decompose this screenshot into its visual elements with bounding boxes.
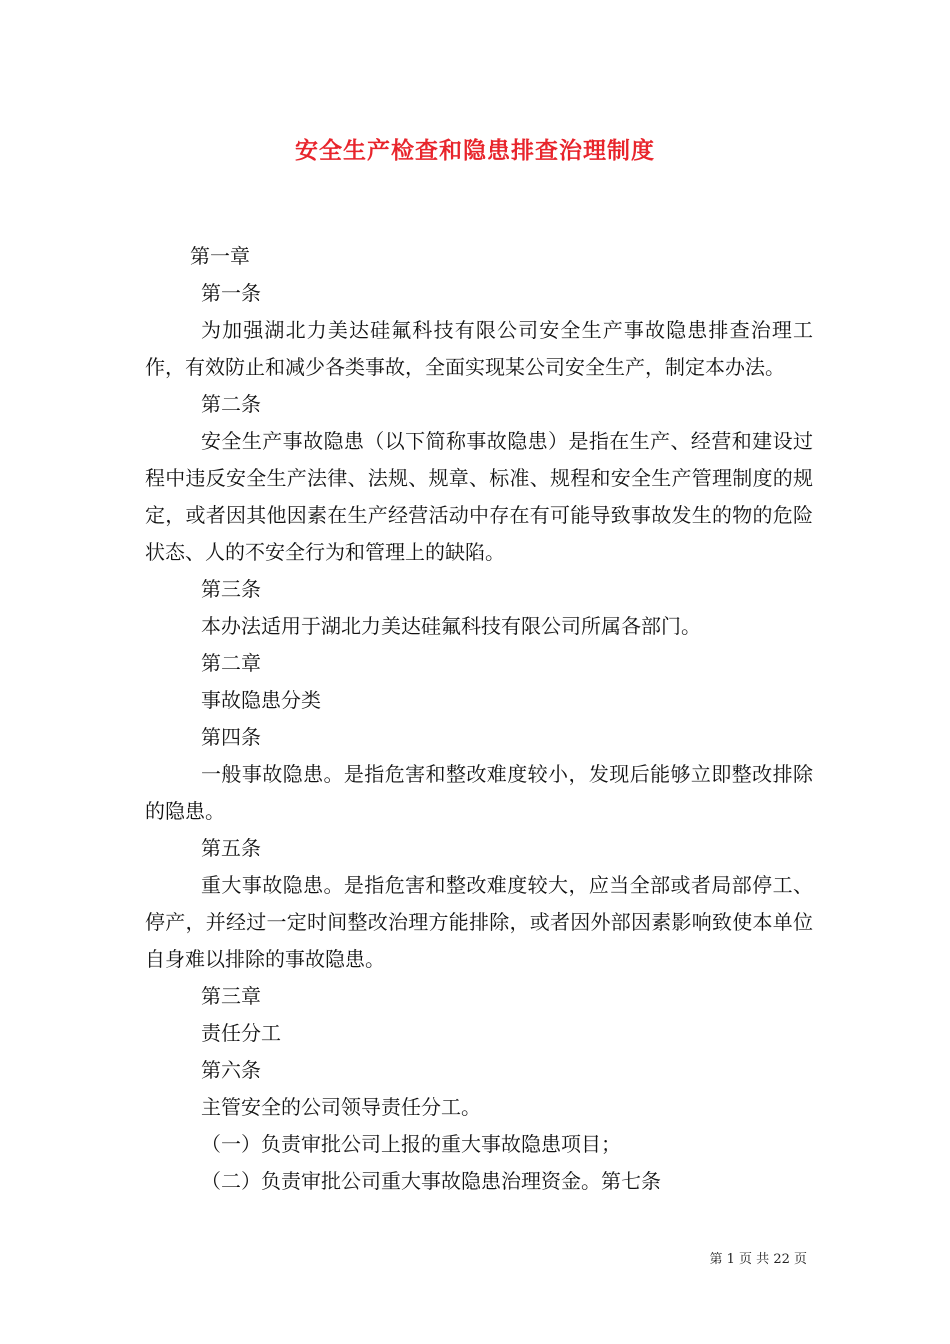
body-paragraph: 本办法适用于湖北力美达硅氟科技有限公司所属各部门。: [201, 614, 701, 638]
article-heading: 第一条: [201, 281, 261, 305]
list-item: （二）负责审批公司重大事故隐患治理资金。第七条: [201, 1169, 661, 1193]
list-item: （一）负责审批公司上报的重大事故隐患项目；: [201, 1132, 621, 1156]
body-paragraph: 重大事故隐患。是指危害和整改难度较大，应当全部或者局部停工、停产，并经过一定时间整改治理方能排除，或者因外部因素影响致使本单位自身难以排除的事故隐患。: [145, 873, 813, 971]
chapter-heading: 第二章: [201, 651, 261, 675]
chapter-subtitle: 事故隐患分类: [201, 688, 321, 712]
document-title: 安全生产检查和隐患排查治理制度: [295, 137, 655, 164]
article-heading: 第六条: [201, 1058, 261, 1082]
chapter-subtitle: 责任分工: [201, 1021, 281, 1045]
body-paragraph: 安全生产事故隐患（以下简称事故隐患）是指在生产、经营和建设过程中违反安全生产法律、法规、规章、标准、规程和安全生产管理制度的规定，或者因其他因素在生产经营活动中存在有可能导致事故发生的物的危险状态、人的不安全行为和管理上的缺陷。: [145, 429, 813, 564]
body-paragraph: 为加强湖北力美达硅氟科技有限公司安全生产事故隐患排查治理工作，有效防止和减少各类事故，全面实现某公司安全生产，制定本办法。: [145, 318, 813, 379]
body-paragraph: 主管安全的公司领导责任分工。: [201, 1095, 481, 1119]
chapter-heading: 第三章: [201, 984, 261, 1008]
body-paragraph: 一般事故隐患。是指危害和整改难度较小，发现后能够立即整改排除的隐患。: [145, 762, 813, 823]
document-body: [145, 238, 813, 1200]
article-heading: 第三条: [201, 577, 261, 601]
article-heading: 第四条: [201, 725, 261, 749]
article-heading: 第五条: [201, 836, 261, 860]
article-heading: 第二条: [201, 392, 261, 416]
chapter-heading: 第一章: [190, 244, 250, 268]
page-number-footer: 第 1 页 共 22 页: [709, 1252, 807, 1267]
